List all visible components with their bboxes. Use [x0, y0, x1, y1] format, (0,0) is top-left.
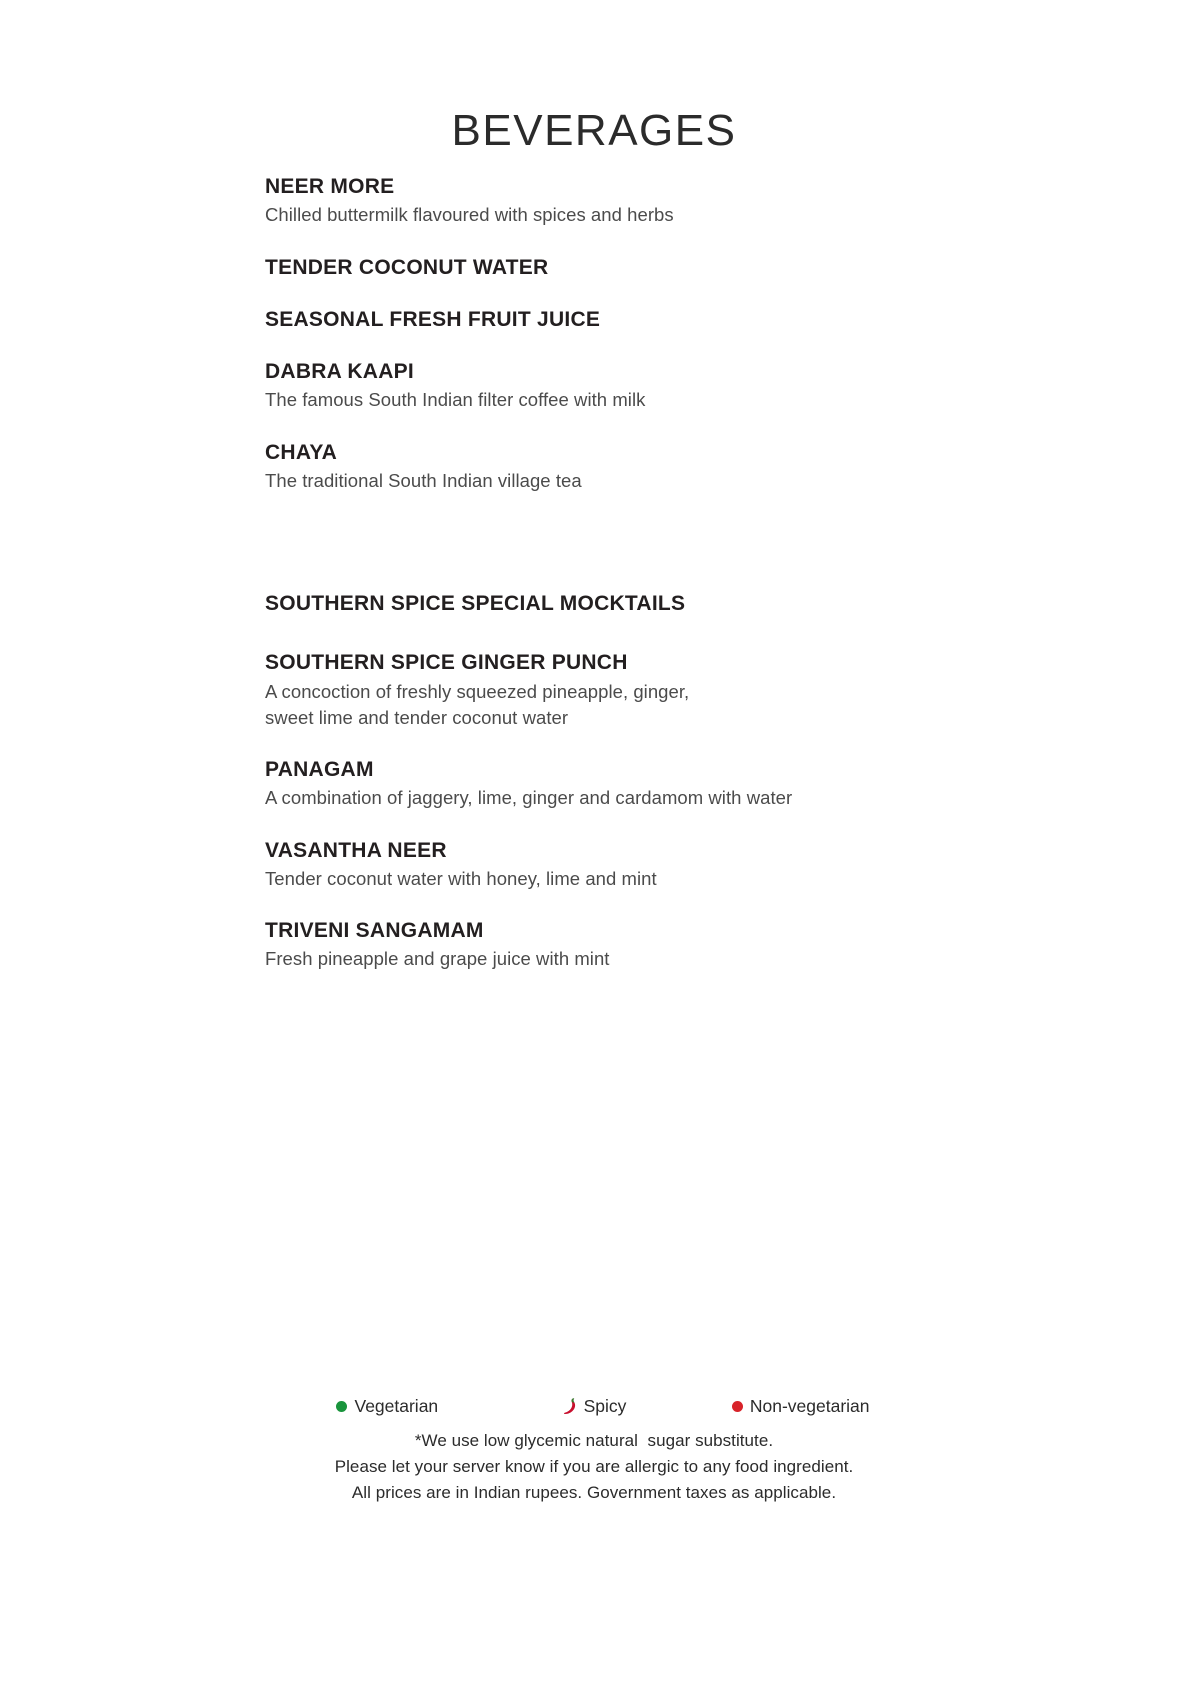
menu-item	[265, 440, 965, 495]
non-vegetarian-dot-icon	[732, 1401, 743, 1412]
menu-item-description	[265, 202, 965, 228]
legend-entry	[284, 1398, 491, 1416]
menu-item-name: SEASONAL FRESH FRUIT JUICE	[265, 307, 601, 331]
section-heading: SOUTHERN SPICE SPECIAL MOCKTAILS	[265, 592, 686, 616]
menu-item-name: TRIVENI SANGAMAM	[265, 919, 484, 943]
menu-item-name: NEER MORE	[265, 175, 395, 198]
menu-item	[265, 307, 965, 333]
page-footer	[0, 1398, 1188, 1507]
section-spacer	[265, 520, 965, 591]
menu-items-column	[265, 174, 965, 999]
menu-item-description	[265, 866, 965, 892]
disclaimer-text	[0, 1428, 1188, 1507]
menu-item-name: CHAYA	[265, 440, 338, 464]
menu-item	[265, 174, 965, 229]
menu-item	[265, 918, 965, 973]
disclaimer-line: Please let your server know if you are allergic to any food ingredient.	[334, 1456, 854, 1476]
menu-item-name: TENDER COCONUT WATER	[265, 255, 549, 279]
legend-label: Spicy	[583, 1396, 627, 1416]
spicy-chili-icon	[562, 1398, 577, 1415]
menu-item-description-line: Tender coconut water with honey, lime and mint	[265, 867, 657, 889]
menu-item-name: VASANTHA NEER	[265, 838, 447, 862]
menu-item	[265, 650, 965, 731]
menu-item-description	[265, 679, 965, 732]
menu-item	[265, 255, 965, 281]
menu-item	[265, 838, 965, 893]
menu-item-description-line: sweet lime and tender coconut water	[265, 706, 569, 728]
menu-item-description-line: The famous South Indian filter coffee with milk	[265, 389, 646, 411]
menu-item-description-line: A combination of jaggery, lime, ginger and cardamom with water	[265, 787, 793, 809]
menu-item-name: DABRA KAAPI	[265, 360, 414, 384]
disclaimer-line: All prices are in Indian rupees. Government taxes as applicable.	[351, 1483, 837, 1503]
legend-label: Non-vegetarian	[749, 1396, 870, 1416]
legend-entry	[491, 1398, 698, 1416]
menu-item	[265, 359, 965, 414]
menu-item-description	[265, 468, 965, 494]
menu-item-description-line: Fresh pineapple and grape juice with mint	[265, 948, 610, 970]
menu-item-description-line: The traditional South Indian village tea	[265, 469, 582, 491]
legend-entry	[697, 1398, 904, 1416]
menu-item-description	[265, 387, 965, 413]
dietary-legend	[284, 1398, 904, 1416]
legend-label: Vegetarian	[354, 1396, 439, 1416]
disclaimer-line: *We use low glycemic natural sugar substitute.	[414, 1430, 774, 1450]
menu-item-name: PANAGAM	[265, 758, 374, 782]
menu-item-name: SOUTHERN SPICE GINGER PUNCH	[265, 651, 628, 675]
page-title: BEVERAGES	[451, 106, 737, 156]
menu-item-description-line: A concoction of freshly squeezed pineapple, ginger,	[265, 680, 690, 702]
menu-item-description	[265, 785, 965, 811]
menu-item	[265, 757, 965, 812]
vegetarian-dot-icon	[336, 1401, 347, 1412]
menu-item-description	[265, 946, 965, 972]
menu-item-description-line: Chilled buttermilk flavoured with spices and herbs	[265, 204, 674, 226]
